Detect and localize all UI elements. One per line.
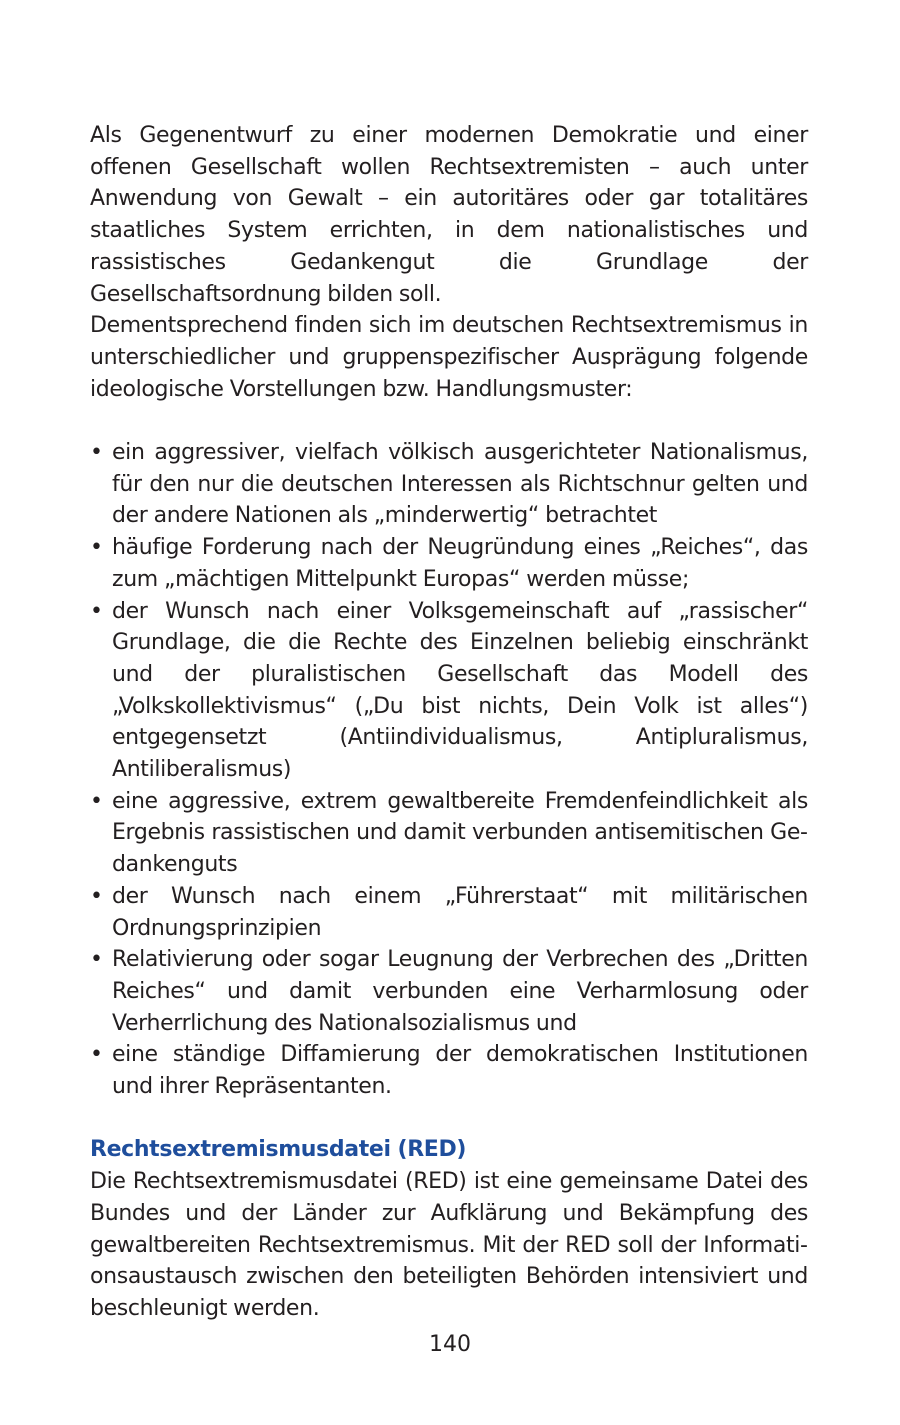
intro-paragraph-2: Dementsprechend finden sich im deutschen Rechtsextremismus in unterschiedlicher und gruppenspezifischer Ausprägung folgende ideologische Vorstellungen bzw. Handlungsmuster: <box>90 313 808 402</box>
bullet-icon: • <box>90 788 103 814</box>
list-item-text: Relativierung oder sogar Leugnung der Verbrechen des „Dritten Reiches“ und damit verbunden eine Verharmlosung oder Verherrlichung des Nationalsozialismus und <box>112 947 808 1036</box>
list-item-text: ein aggressiver, vielfach völkisch ausgerichteter Nationalismus, für den nur die deutschen Interessen als Richtschnur gelten und der andere Nationen als „minderwertig“ betrachtet <box>112 440 808 529</box>
list-item <box>90 596 808 786</box>
bullet-icon: • <box>90 440 103 466</box>
list-item-text: eine ständige Diffamierung der demokratischen Institutionen und ihrer Repräsentanten. <box>112 1042 808 1100</box>
list-item <box>90 944 808 1039</box>
page-number: 140 <box>429 1332 471 1357</box>
list-item-text: eine aggressive, extrem gewaltbereite Fremdenfeindlichkeit als Ergebnis rassistischen und damit verbunden antisemitischen Gedankenguts <box>112 788 808 878</box>
list-item-text: der Wunsch nach einer Volksgemeinschaft auf „rassischer“ Grundlage, die die Rechte des Einzelnen beliebig einschränkt und der pluralistischen Gesellschaft das Modell des „Volkskollektivismus“ („Du bist nichts, Dein Volk ist alles“) entgegensetzt (Antiindividualismus, Antipluralismus, Antiliberalismus) <box>112 598 808 783</box>
list-item <box>90 786 808 881</box>
ideology-bullet-list <box>90 437 808 1103</box>
intro-paragraph-1: Als Gegenentwurf zu einer modernen Demokratie und einer offenen Gesellschaft wollen Rechtsextremisten – auch unter Anwendung von Gewalt – ein autoritäres oder gar totalitäres staatliches System errichten, in dem nationalistisches und rassistisches Gedankengut die Grundlage der Gesellschaftsordnung bilden soll. <box>90 123 808 307</box>
page-body <box>90 120 808 1325</box>
bullet-icon: • <box>90 598 103 624</box>
list-item <box>90 532 808 595</box>
bullet-icon: • <box>90 883 103 909</box>
list-item-text: häufige Forderung nach der Neugründung eines „Reiches“, das zum „mächtigen Mittelpunkt Europas“ werden müsse; <box>112 535 808 592</box>
bullet-icon: • <box>90 1042 103 1068</box>
bullet-icon: • <box>90 535 103 561</box>
section-body: Die Rechtsextremismusdatei (RED) ist eine gemeinsame Datei des Bundes und der Länder zur Aufklärung und Bekämpfung des gewaltbereiten Rechtsextremismus. Mit der RED soll der Informationsaustausch zwischen den beteiligten Behörden intensiviert und beschleunigt werden. <box>90 1169 808 1321</box>
list-item <box>90 437 808 532</box>
list-item <box>90 881 808 944</box>
bullet-icon: • <box>90 947 103 973</box>
list-item <box>90 1039 808 1102</box>
section-heading: Rechtsextremismusdatei (RED) <box>90 1137 467 1163</box>
list-item-text: der Wunsch nach einem „Führerstaat“ mit militärischen Ordnungsprinzipien <box>112 883 808 941</box>
